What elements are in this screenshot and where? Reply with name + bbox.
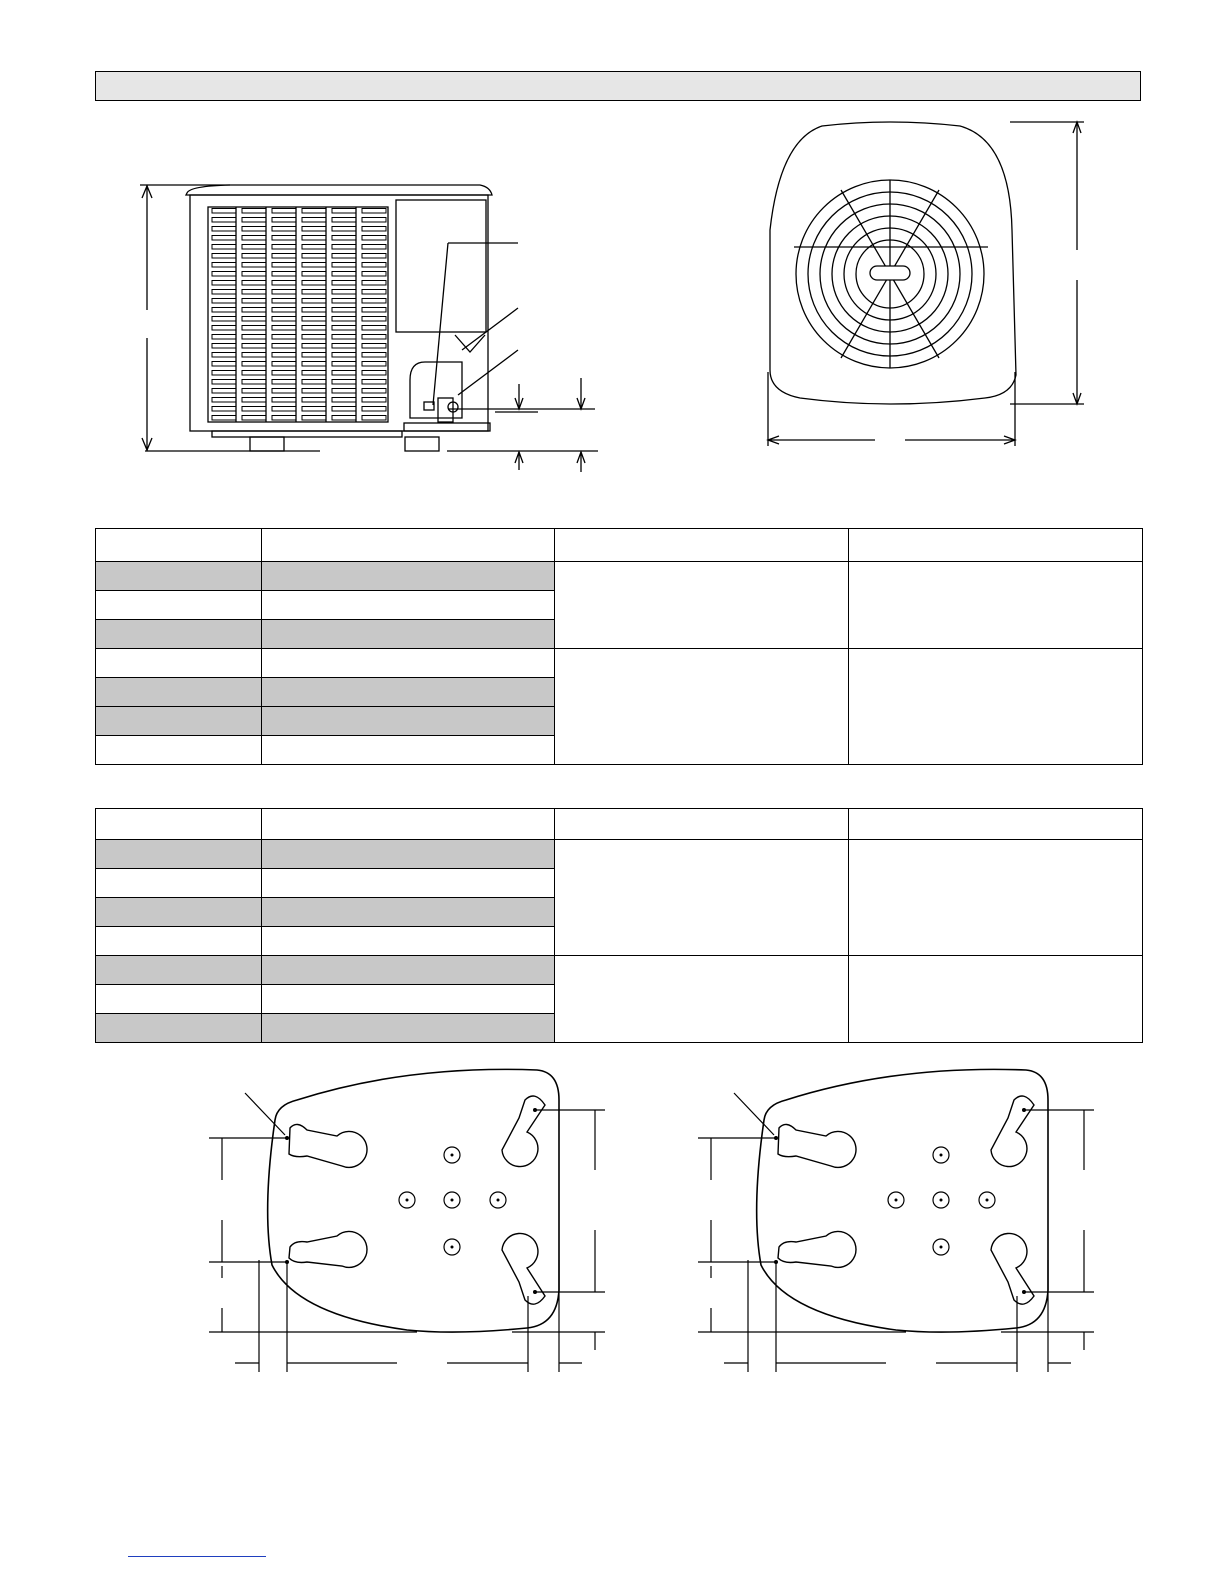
- table-cell: [96, 591, 262, 620]
- header-cell: [96, 809, 262, 840]
- table-cell: [262, 869, 555, 898]
- header-cell: [555, 809, 849, 840]
- side-view-drawing: [140, 185, 598, 472]
- table-cell: [262, 840, 555, 869]
- table-cell: [262, 956, 555, 985]
- table-cell: [262, 1014, 555, 1043]
- table-cell: [96, 898, 262, 927]
- table-cell: [96, 985, 262, 1014]
- table-row: [96, 562, 1143, 591]
- table-row: [96, 956, 1143, 985]
- table-cell: [555, 840, 849, 956]
- unit-dimension-drawing: [0, 0, 1224, 520]
- table-cell: [555, 649, 849, 765]
- table-cell: [96, 736, 262, 765]
- header-cell: [849, 809, 1143, 840]
- table-cell: [262, 591, 555, 620]
- table-cell: [849, 840, 1143, 956]
- table-cell: [262, 649, 555, 678]
- table-header-row: [96, 529, 1143, 562]
- table-cell: [96, 927, 262, 956]
- table-cell: [262, 736, 555, 765]
- table-row: [96, 840, 1143, 869]
- table-cell: [262, 620, 555, 649]
- header-cell: [262, 529, 555, 562]
- dimension-table-2: [95, 808, 1143, 1043]
- table-cell: [96, 678, 262, 707]
- table-cell: [96, 956, 262, 985]
- table-cell: [96, 1014, 262, 1043]
- table-cell: [262, 927, 555, 956]
- table-cell: [555, 956, 849, 1043]
- table-cell: [262, 985, 555, 1014]
- table-cell: [262, 678, 555, 707]
- table-cell: [262, 707, 555, 736]
- base-pan-drawings: [0, 1060, 1224, 1380]
- table-cell: [96, 620, 262, 649]
- base-pan-left: [209, 1069, 605, 1372]
- table-cell: [262, 562, 555, 591]
- table-cell: [96, 649, 262, 678]
- table-cell: [96, 562, 262, 591]
- table-cell: [849, 956, 1143, 1043]
- table-cell: [849, 562, 1143, 649]
- header-cell: [96, 529, 262, 562]
- header-cell: [849, 529, 1143, 562]
- table-cell: [96, 869, 262, 898]
- table-row: [96, 649, 1143, 678]
- base-pan-right: [698, 1069, 1094, 1372]
- header-cell: [262, 809, 555, 840]
- table-header-row: [96, 809, 1143, 840]
- table-cell: [262, 898, 555, 927]
- table-cell: [96, 840, 262, 869]
- table-cell: [96, 707, 262, 736]
- footer-link-underline: [128, 1556, 266, 1557]
- dimension-table-1: [95, 528, 1143, 765]
- header-cell: [555, 529, 849, 562]
- table-cell: [555, 562, 849, 649]
- front-view-drawing: [768, 122, 1084, 446]
- table-cell: [849, 649, 1143, 765]
